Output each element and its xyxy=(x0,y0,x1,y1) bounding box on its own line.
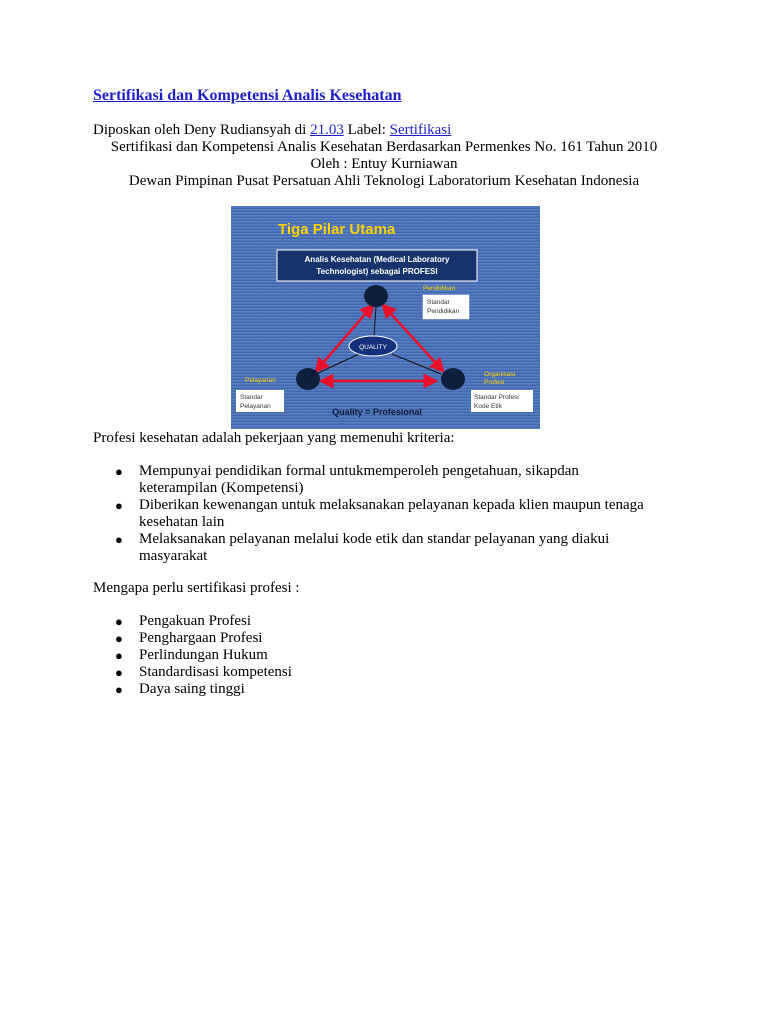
list-item xyxy=(93,463,679,497)
diagram-note-pelayanan-line1: Standar xyxy=(240,394,263,401)
post-title-link[interactable]: Sertifikasi dan Kompetensi Analis Kesehatan xyxy=(93,87,402,104)
bullet-icon: ● xyxy=(115,631,123,646)
list-item xyxy=(93,681,679,698)
diagram-label-pendidikan: Pendidikan xyxy=(423,285,456,292)
criteria-list xyxy=(93,463,679,565)
criteria-item-text: Melaksanakan pelayanan melalui kode etik dan standar pelayanan yang diakui xyxy=(139,531,610,547)
subtitle-line-1: Sertifikasi dan Kompetensi Analis Kesehatan Berdasarkan Permenkes No. 161 Tahun 2010 xyxy=(110,139,658,155)
reason-item-text: Daya saing tinggi xyxy=(139,681,245,697)
reasons-list xyxy=(93,613,679,698)
reasons-intro: Mengapa perlu sertifikasi profesi : xyxy=(93,580,300,596)
diagram-node-pelayanan xyxy=(296,368,320,390)
bullet-icon: ● xyxy=(115,614,123,629)
criteria-intro: Profesi kesehatan adalah pekerjaan yang memenuhi kriteria: xyxy=(93,430,455,446)
reason-item-text: Pengakuan Profesi xyxy=(139,613,252,629)
diagram-label-organisasi-line2: Profesi xyxy=(484,379,505,386)
diagram-heading: Tiga Pilar Utama xyxy=(278,221,396,238)
diagram-note-organisasi-line1: Standar Profesi xyxy=(474,394,519,401)
reason-item-text: Standardisasi kompetensi xyxy=(139,664,292,680)
diagram-note-pendidikan-line2: Pendidikan xyxy=(427,308,460,315)
diagram-note-pendidikan-line1: Standar xyxy=(427,299,450,306)
bullet-icon: ● xyxy=(115,498,123,513)
diagram-label-pelayanan: Pelayanan xyxy=(245,377,276,384)
criteria-item-text-cont: kesehatan lain xyxy=(139,514,225,530)
subtitle-line-3: Dewan Pimpinan Pusat Persatuan Ahli Teknologi Laboratorium Kesehatan Indonesia xyxy=(128,173,640,189)
list-item xyxy=(93,613,679,630)
subtitle-line-2: Oleh : Entuy Kurniawan xyxy=(310,156,458,172)
list-item xyxy=(93,647,679,664)
diagram-note-organisasi-line2: Kode Etik xyxy=(474,403,502,410)
bullet-icon: ● xyxy=(115,682,123,697)
diagram-footer: Quality = Profesional xyxy=(332,407,422,417)
list-item xyxy=(93,497,679,531)
diagram-box-line1: Analis Kesehatan (Medical Laboratory xyxy=(304,255,450,264)
list-item xyxy=(93,664,679,681)
diagram-node-pendidikan xyxy=(364,285,388,307)
diagram-node-organisasi xyxy=(441,368,465,390)
criteria-item-text-cont: masyarakat xyxy=(139,548,208,564)
post-label-link[interactable]: Sertifikasi xyxy=(389,122,452,138)
criteria-item-text: Mempunyai pendidikan formal untukmemperoleh pengetahuan, sikapdan xyxy=(139,463,579,479)
bullet-icon: ● xyxy=(115,532,123,547)
post-title xyxy=(93,87,401,105)
reason-item-text: Penghargaan Profesi xyxy=(139,630,263,646)
diagram-label-organisasi-line1: Organisasi xyxy=(484,371,516,378)
bullet-icon: ● xyxy=(115,665,123,680)
criteria-item-text-cont: keterampilan (Kompetensi) xyxy=(139,480,304,496)
list-item xyxy=(93,630,679,647)
list-item xyxy=(93,531,679,565)
meta-label-text: Label: xyxy=(343,122,390,138)
post-meta xyxy=(93,122,451,139)
reason-item-text: Perlindungan Hukum xyxy=(139,647,268,663)
criteria-item-text: Diberikan kewenangan untuk melaksanakan pelayanan kepada klien maupun tenaga xyxy=(139,497,644,513)
diagram-box-line2: Technologist) sebagai PROFESI xyxy=(316,267,438,276)
post-time-link[interactable]: 21.03 xyxy=(310,122,344,138)
bullet-icon: ● xyxy=(115,648,123,663)
diagram-note-pelayanan-line2: Pelayanan xyxy=(240,403,271,410)
bullet-icon: ● xyxy=(115,464,123,479)
diagram-quality-label: QUALITY xyxy=(359,344,387,351)
meta-author-text: Diposkan oleh Deny Rudiansyah di xyxy=(93,122,311,138)
tiga-pilar-diagram xyxy=(231,206,540,429)
